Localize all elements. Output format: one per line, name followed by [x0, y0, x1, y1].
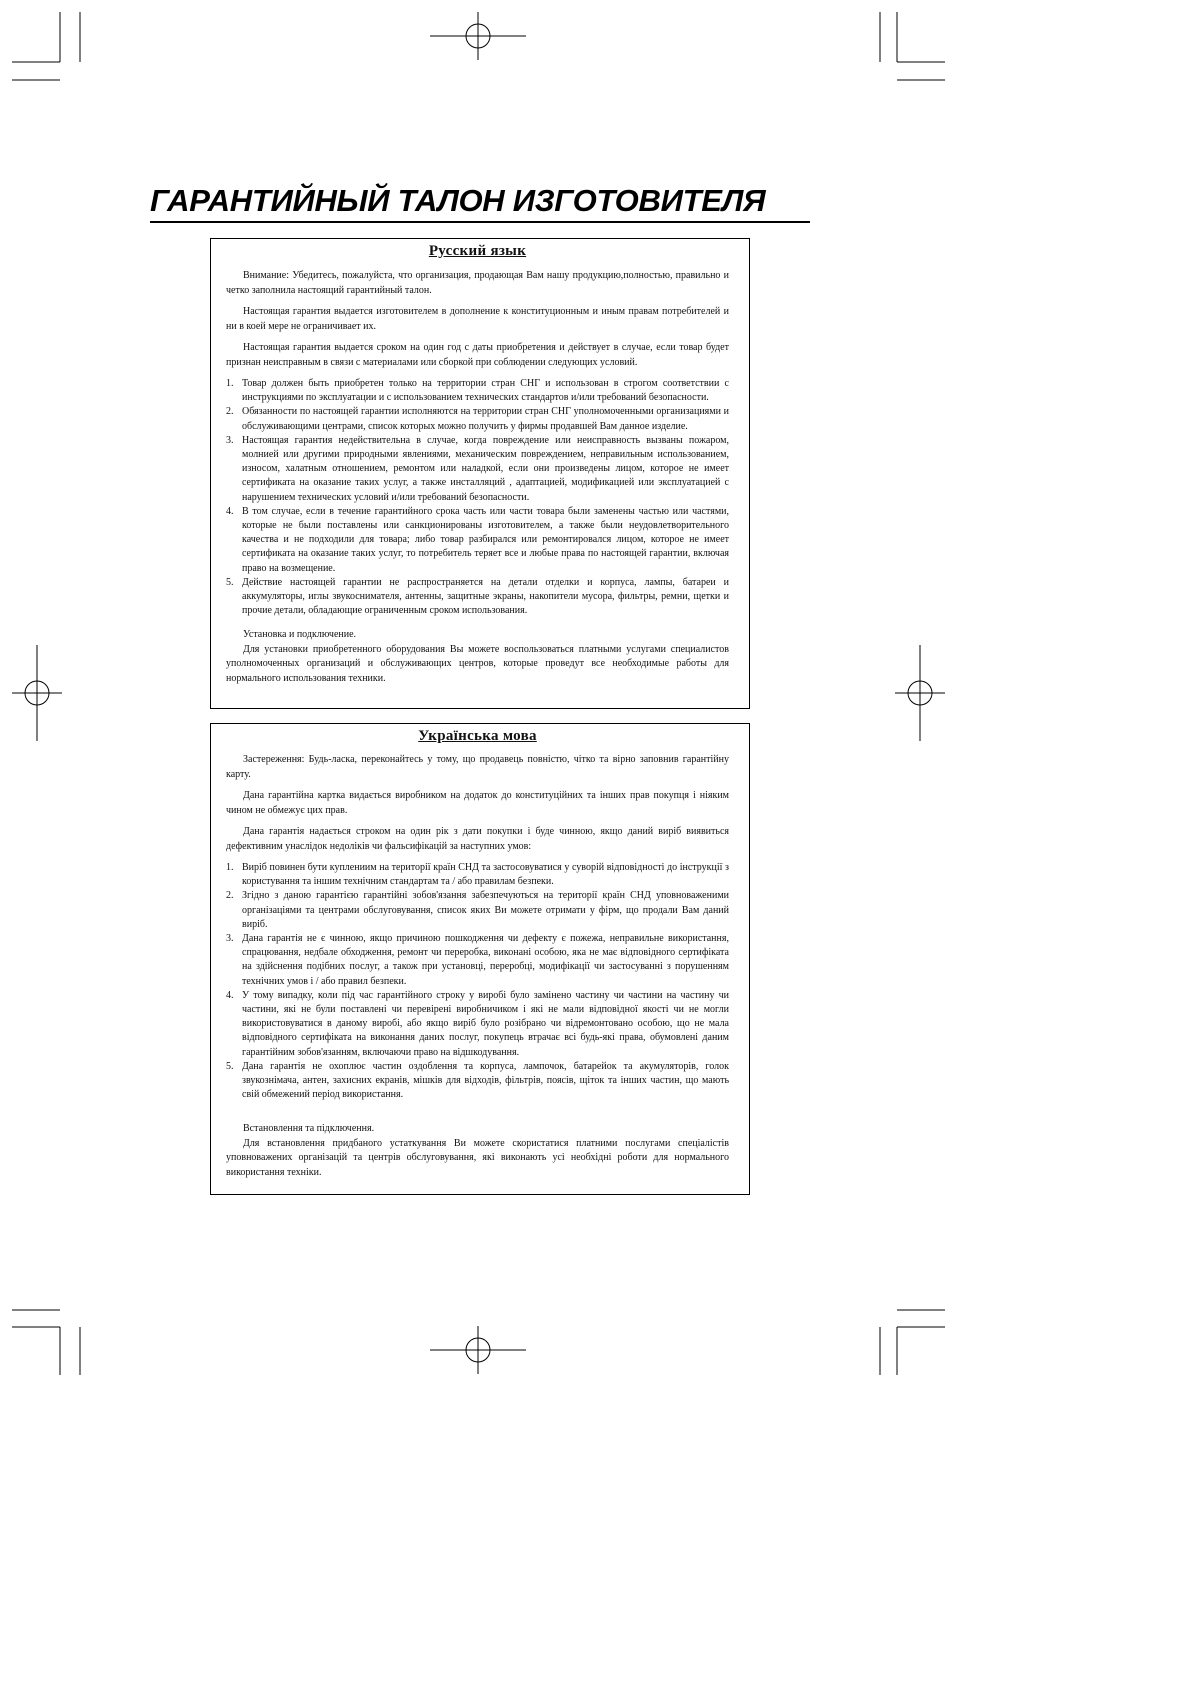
russian-condition-item — [226, 405, 729, 433]
ukrainian-intro-paragraph: Дана гарантійна картка видається виробником на додаток до конституційних та інших прав покупця і ніяким чином не обмежує цих прав. — [226, 790, 729, 816]
ukrainian-install-heading: Встановлення та підключення. — [243, 1123, 375, 1135]
russian-warranty-section — [210, 238, 750, 709]
ukrainian-conditions-list — [226, 861, 729, 1102]
condition-number: 4. — [226, 989, 234, 1001]
title-underline — [150, 221, 810, 223]
russian-heading: Русский язык — [428, 243, 527, 259]
condition-text: Дана гарантія не охоплює частин оздоблення та корпуса, лампочок, батарейок та акумуляторів, голок звукознімача, антен, захисних екранів, мішків для відходів, фільтрів, поясів, щіток та інших частин, що мають свій обмежений період використання. — [242, 1060, 729, 1101]
condition-text: Товар должен быть приобретен только на территории стран СНГ и использован в строгом соответствии с инструкциями по эксплуатации и с использованием технических стандартов и/или требований безопасности. — [242, 378, 729, 404]
condition-text: Дана гарантія не є чинною, якщо причиною пошкодження чи дефекту є пожежа, неправильне використання, спрацювання, недбале обходження, ремонт чи переробка, виконані особою, яка не має відповідного сертифіката на здійснення подібних послуг, а також при установці, переробці, модифікації чи застосуванні з порушенням технічних умов і / або правил безпеки. — [242, 933, 729, 987]
condition-text: Настоящая гарантия недействительна в случае, когда повреждение или неисправность вызваны пожаром, молнией или другими природными явлениями, механическим повреждением, неправильным использованием, износом, халатным отношением, ремонтом или наладкой, если они произведены лицом, которое не имеет сертификата на оказание таких услуг, а также инсталляций , адаптацией, модификацией или эксплуатацией с нарушением технических условий и/или требований безопасности. — [242, 434, 729, 503]
condition-number: 1. — [226, 378, 234, 389]
condition-text: У тому випадку, коли під час гарантійного строку у виробі було замінено частину чи частини на частину чи частини, які не були поставлені чи перевірені виробничиком і які не мали відповідної якості чи не могли використовуватися в даному виробі, або якщо виріб було розібрано чи відремонтовано особою, що не мала відповідного сертифіката на виконання даних послуг, покупець втрачає всі будь-які права, обумовлені даним гарантійним зобов'язанням, включаючи право на відшкодування. — [242, 989, 729, 1058]
page-title: ГАРАНТИЙНЫЙ ТАЛОН ИЗГОТОВИТЕЛЯ — [150, 183, 766, 218]
condition-text: Виріб повинен бути куплениим на території країн СНД та застосовуватися у суворій відповідності до інструкції з користування та іншим технічним стандартам та / або правилам безпеки. — [242, 862, 729, 888]
russian-intro-paragraph: Настоящая гарантия выдается изготовителем в дополнение к конституционным и иным правам потребителей и ни в коей мере не ограничивает их. — [226, 306, 729, 332]
russian-intro-paragraph: Настоящая гарантия выдается сроком на один год с даты приобретения и действует в случае, если товар будет признан неисправным в связи с материалами или сборкой при соблюдении следующих условий. — [226, 342, 729, 368]
russian-intro-paragraph: Внимание: Убедитесь, пожалуйста, что организация, продающая Вам нашу продукцию,полностью, правильно и четко заполнила настоящий гарантийный талон. — [226, 270, 729, 296]
ukrainian-install-text: Для встановлення придбаного устаткування Ви можете скористатися платними послугами спеціалістів уповноважених організацій та центрів обслуговування, які виконають усі необхідні роботи для нормального використання техніки. — [226, 1137, 729, 1178]
ukrainian-condition-item — [226, 989, 729, 1060]
condition-number: 2. — [226, 890, 234, 902]
russian-install-heading: Установка и подключение. — [243, 629, 357, 641]
ukrainian-intro-paragraph: Дана гарантія надається строком на один рік з дати покупки і буде чинною, якщо даний виріб виявиться дефективним унаслідок недоліків чи фальсифікацій за наступних умов: — [226, 826, 729, 852]
ukrainian-condition-item — [226, 861, 729, 889]
russian-condition-item — [226, 377, 729, 405]
condition-text: Згідно з даною гарантією гарантійні зобов'язання забезпечуються на території країн СНД уповноваженими організаціями та центрами обслуговування, список яких Ви можете отримати у фірм, що продали Вам даний виріб. — [242, 890, 729, 930]
russian-condition-item — [226, 505, 729, 576]
ukrainian-condition-item — [226, 889, 729, 932]
russian-condition-item — [226, 576, 729, 619]
russian-conditions-list — [226, 377, 729, 618]
condition-number: 4. — [226, 505, 234, 517]
ukrainian-warranty-section — [210, 723, 750, 1195]
condition-number: 1. — [226, 862, 234, 873]
russian-install-text: Для установки приобретенного оборудования Вы можете воспользоваться платными услугами специалистов уполномоченных организаций и обслуживающих центров, которые проведут все необходимые работы для нормального использования техники. — [226, 643, 729, 684]
condition-number: 5. — [226, 1060, 234, 1072]
condition-text: В том случае, если в течение гарантийного срока часть или части товара были заменены частью или частями, которые не были поставлены или санкционированы изготовителем, а также были неудовлетворительного качества и не подходили для товара; либо товар разбирался или ремонтировался лицом, которое не имеет сертификата на оказание таких услуг, то потребитель теряет все и любые права по настоящей гарантии, включая право на возмещение. — [242, 505, 729, 574]
condition-number: 3. — [226, 434, 234, 446]
ukrainian-heading: Українська мова — [418, 728, 537, 744]
condition-number: 2. — [226, 406, 234, 418]
ukrainian-condition-item — [226, 932, 729, 989]
condition-number: 3. — [226, 933, 234, 945]
condition-number: 5. — [226, 576, 234, 588]
condition-text: Обязанности по настоящей гарантии исполняются на территории стран СНГ уполномоченными организациями и обслуживающими центрами, список которых можно получить у фирмы продавшей Вам данное изделие. — [242, 406, 729, 432]
condition-text: Действие настоящей гарантии не распространяется на детали отделки и корпуса, лампы, батареи и аккумуляторы, иглы звукоснимателя, антенны, защитные экраны, накопители мусора, фильтры, ремни, щетки и прочие детали, обладающие ограниченным сроком использования. — [242, 576, 729, 617]
ukrainian-condition-item — [226, 1060, 729, 1103]
ukrainian-intro-paragraph: Застереження: Будь-ласка, переконайтесь у тому, що продавець повністю, чітко та вірно заповнив гарантійну карту. — [226, 754, 729, 780]
russian-condition-item — [226, 434, 729, 505]
